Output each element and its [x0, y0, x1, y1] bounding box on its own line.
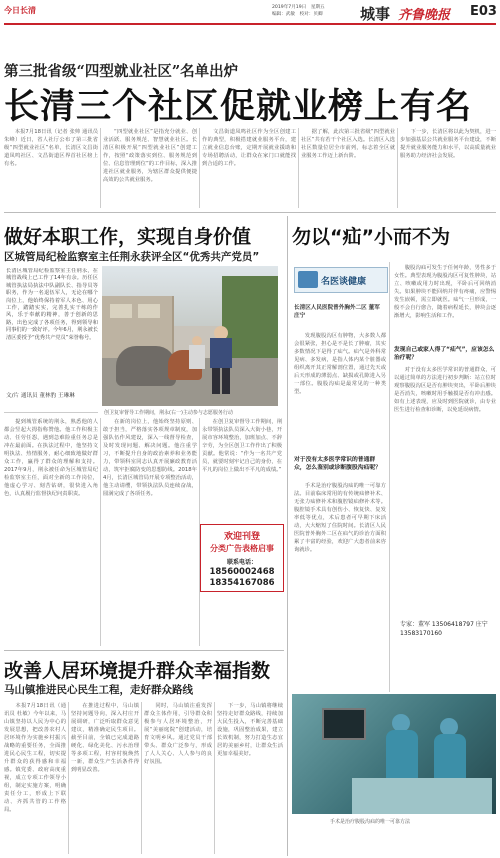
- lead-headline: 长清三个社区促就业榜上有名: [4, 87, 473, 127]
- story3-photo: [292, 694, 496, 814]
- ad-phone-1: 18560002468: [209, 567, 275, 577]
- story2-byline: 文/片 通讯员 董林豹 王琳琳: [6, 393, 75, 399]
- ad-title: 欢迎刊登: [223, 532, 260, 542]
- section-left-label: 今日长清: [4, 6, 36, 15]
- section-name: 城事: [360, 5, 391, 23]
- lead-col-3: 文昌街道凤鸣社区作为全区创建工作的典型，积极搭建就业服务平台，建立就业信息台账，定期开展就业援助和专场招聘活动，让群众在家门口就能找到合适的工作。: [202, 129, 296, 167]
- story4-subhead: 马山镇推进民心民生工程，走好群众路线: [4, 684, 193, 696]
- story3-subhead-2: 对于没有太多医学常识的普通群众，怎么鉴别或诊断腹股沟疝呢？: [294, 457, 381, 471]
- story3-photo-caption: 手术是治疗腹股沟疝的唯一可靠方法: [330, 819, 411, 825]
- story3-col-3: 对于没有太多医学常识的普通群众，可以通过简单的方法进行初步判断：站立位时观察腹股沟区是否有肿块突出，平卧后肿块是否消失，咳嗽时用手触摸是否有冲击感。如有上述表现，应及时到医院就诊，由专业医生进行检查和诊断，以免延误病情。: [394, 367, 496, 413]
- story2-summary: 长清区城管局纪检监察室主任荆永，在城管战线上已工作了14年有余。历任区城管执法局执法中队副队长、指导员等职务，作为一名退伍军人，无论在哪个岗位上，他始终保持着军人本色、用心工作，踏踏实实，完善扎实干练的作风，乐于奉献的精神，善于创新的思路，出色完成了各项任务，得到领导和同事们的一致好评。今年6月，荆永被长清区委授予“优秀共产党员”荣誉称号。: [6, 268, 98, 341]
- lead-col-4: 据了解，此次第三批省级“四型就业社区”共有若干个社区入选。长清区入选社区数量位居全市前列，标志着全区就业服务工作迈上新台阶。: [301, 129, 395, 159]
- page-code: E03: [470, 4, 497, 19]
- story3-col-2: 腹股沟疝可发生于任何年龄，男性多于女性。典型表现为腹股沟区可复性肿块，站立、咳嗽或用力时出现，平卧后可回纳消失。如果肿块不能回纳并伴有疼痛，应警惕发生嵌顿，需立即就医。疝气一旦形成，一般不会自行愈合，随着病程延长，肿块会逐渐增大，影响生活和工作。: [394, 265, 496, 319]
- story2-col-2: 在新的岗位上，他始终坚持原则、敢于担当，严格落实各项规章制度，加强队伍作风建设，深入一线督导检查，及时发现问题、解决问题。他注重学习，不断提升自身的政治素养和业务能力，带领科室同志认真开展廉政教育活动，筑牢拒腐防变的思想防线。2018年4月，长清区城管局开展专项整治活动，他主动请缨，带领执法队员连续奋战，圆满完成了各项任务。: [103, 419, 197, 497]
- story4-col-4: 下一步，马山镇将继续坚持走好群众路线，持续加大民生投入，不断完善基础设施，巩固整治成果，建立长效机制，努力打造生态宜居的美丽乡村，让群众生活更加幸福美好。: [217, 703, 283, 757]
- lead-kicker: 第三批省级“四型就业社区”名单出炉: [4, 63, 239, 80]
- story2-headline: 做好本职工作，实现自身价值: [4, 226, 252, 248]
- story2-col-3-cont: [202, 596, 282, 646]
- date-line: 2019年7月19日 星期五: [272, 5, 325, 10]
- story2-photo-caption: 创卫复审督导工作期间，荆永(右一)主动参与志愿服务行动: [104, 410, 233, 416]
- story4-col-3: 同时，马山镇注重发挥群众主体作用，引导群众积极参与人居环境整治，开展“美丽庭院”创建活动，培育文明乡风。通过党员干部带头、群众广泛参与，形成了人人关心、人人参与的良好氛围。: [144, 703, 212, 765]
- story4-headline: 改善人居环境提升群众幸福指数: [4, 660, 271, 682]
- doctor-icon: [298, 271, 318, 288]
- story2-photo: [102, 266, 278, 406]
- story2-col-1: 提到城管系统的荆永，熟悉他的人都会竖起大拇指称赞他。他工作积极主动、任劳任怨，遇到急难险重任务总是冲在最前面。在执法过程中，他坚持文明执法、热情服务，耐心细致地做好群众工作，赢得了群众的理解和支持。2017年9月，荆永被任命为区城管局纪检监察室主任，面对全新的工作岗位，他虚心学习、刻苦钻研，很快进入角色，认真履行监督执纪问责职责。: [4, 419, 98, 497]
- story3-col-1: 发现腹股沟区有肿物，大多数人都会很紧张，担心是不是长了肿瘤，其实多数情况下是得了疝气。疝气是外科常见病、多发病，是指人体内某个脏器或组织离开其正常解剖位置，通过先天或后天形成的薄弱点、缺损或孔隙进入另一部位。腹股沟疝是最常见的一种类型。: [294, 333, 386, 395]
- ad-phone-2: 18354167086: [209, 578, 275, 588]
- editor-line: 编辑：武敏 校对：贝卿: [272, 12, 323, 17]
- story2-col-3: 在创卫复审督导工作期间，荆永带领执法队员深入大街小巷，开展市容环境整治，加班加点、不辞辛劳，为全区创卫工作作出了积极贡献。他常说：“作为一名共产党员，就要时刻牢记自己的身份，在平凡的岗位上做出不平凡的成绩。”: [202, 419, 282, 473]
- story3-col-1b: 手术是治疗腹股沟疝的唯一可靠方法。目前临床常用的有传统疝修补术、无张力疝修补术和腹腔镜疝修补术等。腹腔镜手术具有创伤小、恢复快、复发率低等优点，术后患者可早期下床活动，大大缩短了住院时间。长清区人民医院普外胸外二区在疝气的诊治方面积累了丰富的经验，欢迎广大患者前来咨询就诊。: [294, 483, 386, 553]
- story2-subhead: 区城管局纪检监察室主任荆永获评全区“优秀共产党员”: [4, 251, 260, 263]
- story4-col-2: 在推进过程中，马山镇坚持问题导向，深入村庄开展调研，广泛听取群众意见建议，精准确定民生项目。截至目前，全镇已完成道路硬化、绿化美化、污水治理等多项工程，村容村貌焕然一新，群众生产生活条件得到明显改善。: [71, 703, 139, 773]
- story3-badge-label: 名医谈健康: [321, 277, 367, 287]
- masthead-rule: [4, 23, 496, 25]
- lead-col-5: 下一步，长清区将以此为契机，进一步加强基层公共就业服务平台建设，不断提升就业服务能力和水平，以高质量就业服务助力经济社会发展。: [400, 129, 496, 159]
- story3-badge: [294, 267, 388, 293]
- classified-ad-box: [200, 524, 284, 592]
- story3-subhead-1: 发现自己或家人得了“疝气”，应该怎么治疗呢？: [394, 347, 495, 361]
- story3-col-3b: [394, 528, 496, 618]
- ad-subtitle: 分类广告表格启事: [210, 544, 274, 553]
- lead-bottom-rule: [4, 212, 496, 213]
- lead-col-2: “四型就业社区”是指充分就业、创业活跃、服务规范、智慧就业社区。长清区积极开展“四型就业社区”创建工作，按照“政策落实到位、服务规范到位、信息管理到位”的工作目标，深入推进社区就业服务，为辖区群众提供便捷高效的公共就业服务。: [103, 129, 197, 183]
- story3-contact: 专家：董军 13506418797 庄宁 13583170160: [400, 621, 488, 637]
- story4-col-1: 本报7月18日讯（通讯员 杜敏）今年以来，马山镇坚持以人民为中心的发展思想，把改善农村人居环境作为实施乡村振兴战略的重要任务，全面推进民心民生工程，切实提升群众的获得感和幸福感。镇党委、政府高度重视，成立专项工作领导小组，制定实施方案，明确责任分工，形成上下联动、齐抓共管的工作格局。: [4, 703, 66, 813]
- lead-col-1: 本报7月18日讯（记者 张帅 通讯员 朱峰）近日，省人社厅公布了第三批省级“四型就业社区”名单，长清区文昌街道凤鸣社区、文昌街道区界首社区榜上有名。: [4, 129, 98, 167]
- story3-headline: 勿以“疝”小而不为: [292, 226, 450, 248]
- ad-phone-label: 联系电话：: [226, 559, 257, 566]
- paper-name-logo: 齐鲁晚报: [398, 8, 451, 23]
- story3-doctor-line: 长清区人民医院普外胸外二区 董军 庄宁: [294, 305, 380, 319]
